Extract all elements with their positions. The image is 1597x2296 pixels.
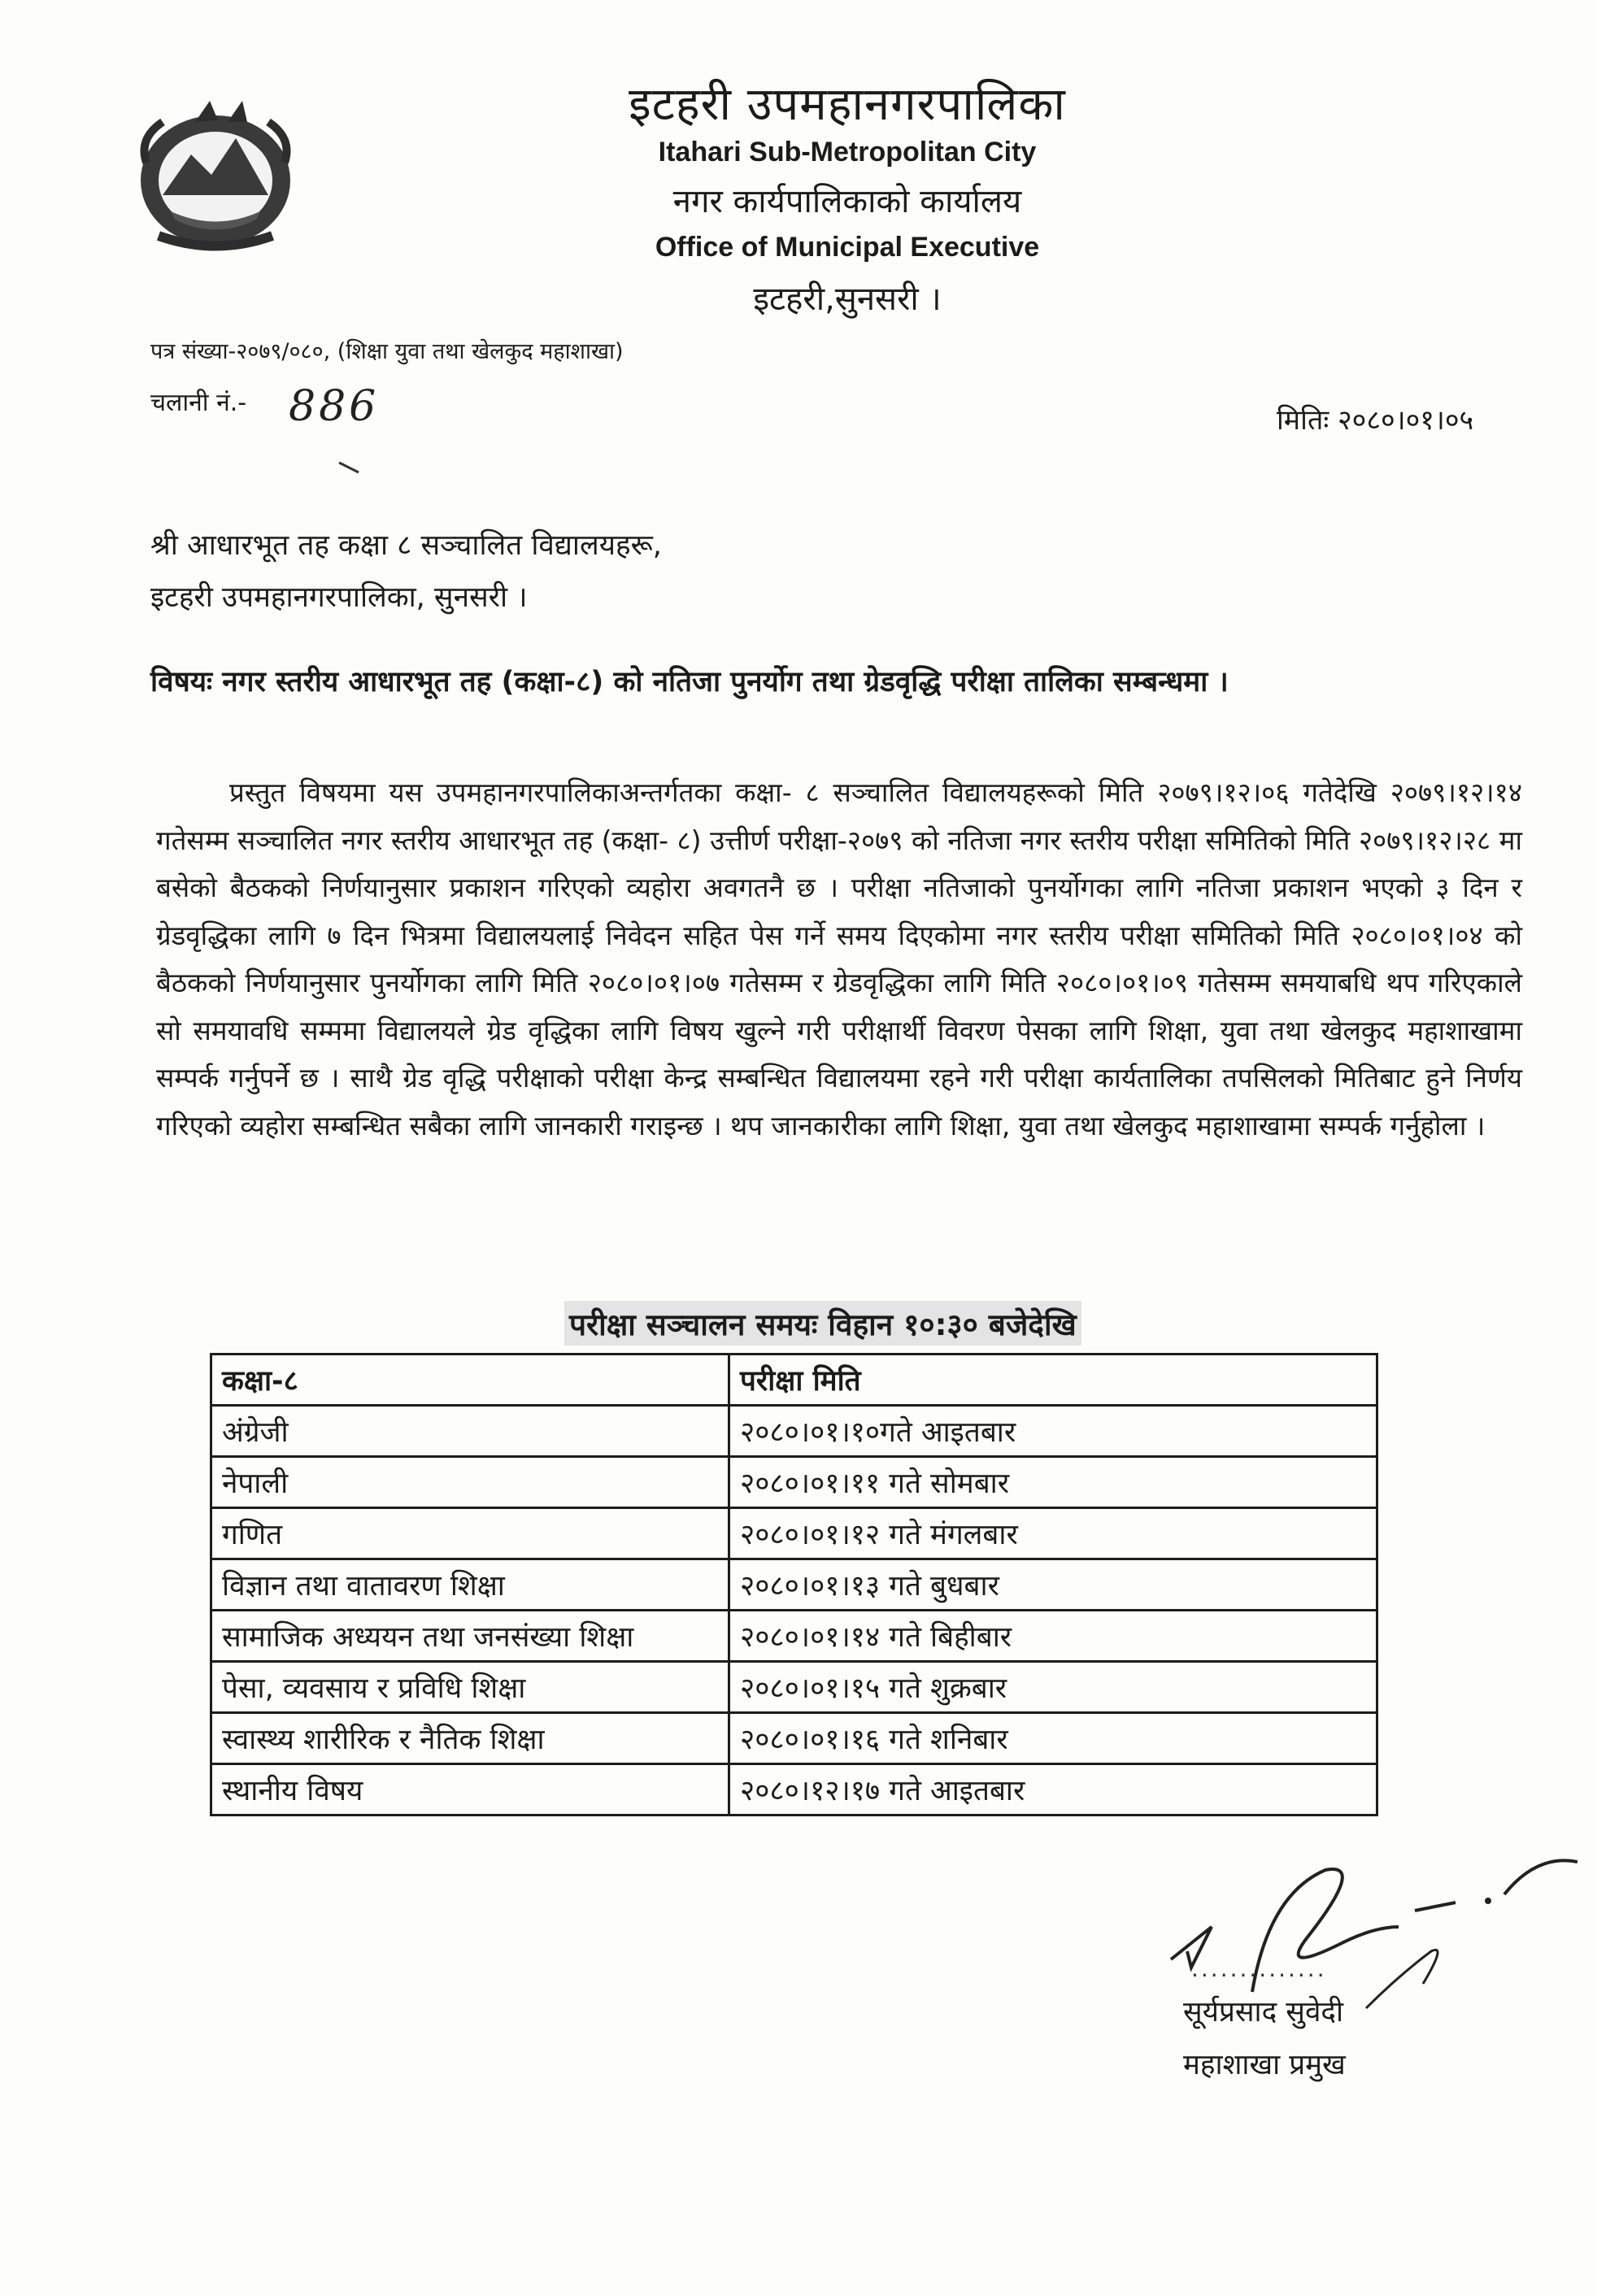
letter-number: पत्र संख्या-२०७९/०८०, (शिक्षा युवा तथा खेलकुद महाशाखा) [150, 339, 624, 364]
municipality-name-nepali: इटहरी उपमहानगरपालिका [629, 78, 1066, 131]
signature-dotted-line: .............. [1191, 1955, 1327, 1982]
date-cell: २०८०।०१।१४ गते बिहीबार [729, 1611, 1377, 1662]
signatory-name: सूर्यप्रसाद सुवेदी [1183, 1996, 1344, 2029]
column-header-exam-date: परीक्षा मिति [729, 1355, 1377, 1406]
subject-cell: गणित [211, 1508, 729, 1559]
column-header-class: कक्षा-८ [211, 1355, 729, 1406]
subject-cell: नेपाली [211, 1457, 729, 1508]
table-row [211, 1508, 1377, 1559]
pen-tick-mark [337, 459, 362, 476]
table-row [211, 1457, 1377, 1508]
recipient-line-2: इटहरी उपमहानगरपालिका, सुनसरी । [150, 581, 528, 614]
subject-cell: अंग्रेजी [211, 1406, 729, 1457]
table-row [211, 1713, 1377, 1764]
table-row [211, 1662, 1377, 1713]
subject-line: विषयः नगर स्तरीय आधारभूत तह (कक्षा-८) को नतिजा पुनर्योग तथा ग्रेडवृद्धि परीक्षा तालिका सम्बन्धमा । [150, 666, 1229, 698]
handwritten-signature [1155, 1846, 1577, 2016]
schedule-caption: परीक्षा सञ्चालन समयः विहान १०:३० बजेदेखि [564, 1301, 1081, 1346]
subject-cell: विज्ञान तथा वातावरण शिक्षा [211, 1559, 729, 1611]
dispatch-number-handwritten: 886 [289, 382, 380, 431]
subject-cell: सामाजिक अध्ययन तथा जनसंख्या शिक्षा [211, 1611, 729, 1662]
table-header-row [211, 1355, 1377, 1406]
recipient-line-1: श्री आधारभूत तह कक्षा ८ सञ्चालित विद्यालयहरू, [150, 529, 662, 562]
subject-cell: पेसा, व्यवसाय र प्रविधि शिक्षा [211, 1662, 729, 1713]
date-cell: २०८०।०१।१३ गते बुधबार [729, 1559, 1377, 1611]
date-cell: २०८०।०१।१२ गते मंगलबार [729, 1508, 1377, 1559]
letter-date: मितिः २०८०।०१।०५ [1277, 404, 1474, 437]
date-cell: २०८०।०१।११ गते सोमबार [729, 1457, 1377, 1508]
office-name-english: Office of Municipal Executive [655, 232, 1040, 263]
date-cell: २०८०।०१।१०गते आइतबार [729, 1406, 1377, 1457]
date-cell: २०८०।०१।१५ गते शुक्रबार [729, 1662, 1377, 1713]
table-row [211, 1559, 1377, 1611]
exam-schedule-table [210, 1353, 1378, 1816]
body-paragraph: प्रस्तुत विषयमा यस उपमहानगरपालिकाअन्तर्गतका कक्षा- ८ सञ्चालित विद्यालयहरूको मिति २०७९।१२।०६ गतेदेखि २०७९।१२।१४ गतेसम्म सञ्चालित नगर स्तरीय आधारभूत तह (कक्षा- ८) उत्तीर्ण परीक्षा-२०७९ को नतिजा नगर स्तरीय परीक्षा समितिको मिति २०७९।१२।२८ मा बसेको बैठकको निर्णयानुसार प्रकाशन गरिएको व्यहोरा अवगतनै छ । परीक्षा नतिजाको पुनर्योगका लागि नतिजा प्रकाशन भएको ३ दिन र ग्रेडवृद्धिका लागि ७ दिन भित्रमा विद्यालयलाई निवेदन सहित पेस गर्ने समय दिएकोमा नगर स्तरीय परीक्षा समितिको मिति २०८०।०१।०४ को बैठकको निर्णयानुसार पुनर्योगका लागि मिति २०८०।०१।०७ गतेसम्म र ग्रेडवृद्धिका लागि मिति २०८०।०१।०९ गतेसम्म समयाबधि थप गरिएकाले सो समयावधि सम्ममा विद्यालयले ग्रेड वृद्धिका लागि विषय खुल्ने गरी परीक्षार्थी विवरण पेसका लागि शिक्षा, युवा तथा खेलकुद महाशाखामा सम्पर्क गर्नुपर्ने छ । साथै ग्रेड वृद्धि परीक्षाको परीक्षा केन्द्र सम्बन्धित विद्यालयमा रहने गरी परीक्षा कार्यतालिका तपसिलको मितिबाट हुने निर्णय गरिएको व्यहोरा सम्बन्धित सबैका लागि जानकारी गराइन्छ । थप जानकारीका लागि शिक्षा, युवा तथा खेलकुद महाशाखामा सम्पर्क गर्नुहोला । [156, 776, 1522, 1141]
table-row [211, 1764, 1377, 1815]
subject-cell: स्थानीय विषय [211, 1764, 729, 1815]
table-row [211, 1611, 1377, 1662]
date-cell: २०८०।०१।१६ गते शनिबार [729, 1713, 1377, 1764]
letter-body [156, 769, 1522, 1150]
office-location: इटहरी,सुनसरी । [753, 280, 942, 318]
dispatch-label: चलानी नं.- [150, 389, 247, 417]
subject-cell: स्वास्थ्य शारीरिक र नैतिक शिक्षा [211, 1713, 729, 1764]
municipality-name-english: Itahari Sub-Metropolitan City [658, 137, 1037, 167]
office-name-nepali: नगर कार्यपालिकाको कार्यालय [672, 183, 1022, 220]
table-row [211, 1406, 1377, 1457]
signatory-title: महाशाखा प्रमुख [1183, 2049, 1346, 2081]
date-cell: २०८०।१२।१७ गते आइतबार [729, 1764, 1377, 1815]
